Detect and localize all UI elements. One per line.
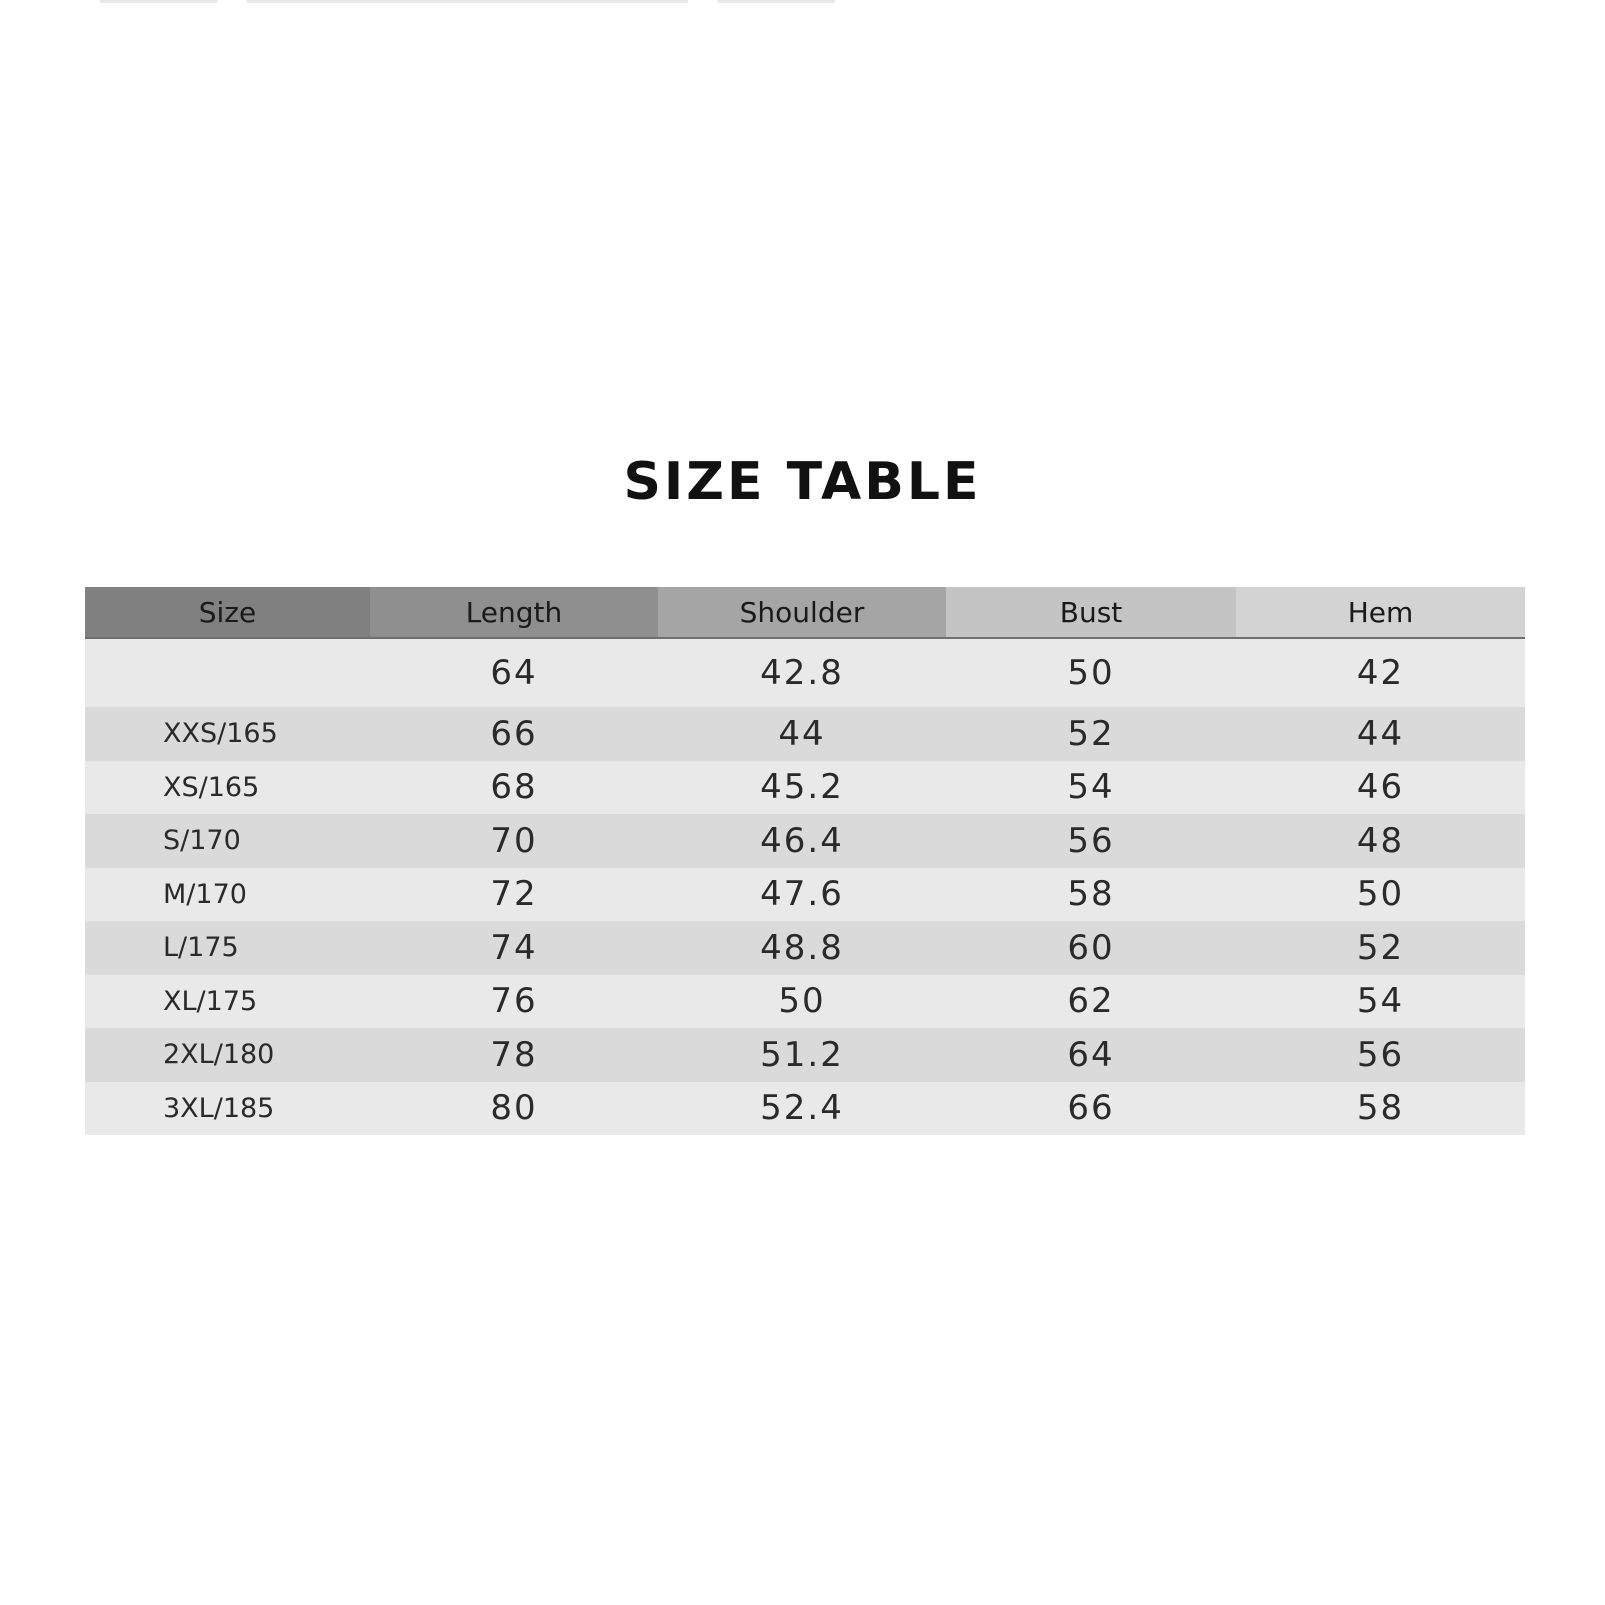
length-cell: 66 [490,713,538,754]
table-row [85,707,1525,761]
length-cell: 76 [490,981,538,1022]
bust-cell: 60 [1067,927,1115,968]
size-cell: L/175 [163,932,239,964]
shoulder-cell: 42.8 [760,653,844,693]
header-shoulder: Shoulder [658,587,946,637]
table-row [85,761,1525,815]
table-row [85,814,1525,868]
size-cell: S/170 [163,825,241,857]
size-table [85,587,1525,1135]
table-row [85,921,1525,975]
shoulder-cell: 50 [778,981,826,1022]
hem-cell: 58 [1356,1088,1405,1129]
bust-cell: 54 [1067,767,1115,808]
bust-cell: 66 [1067,1088,1115,1129]
table-row [85,975,1525,1029]
header-length: Length [370,587,658,637]
size-cell: XL/175 [163,985,258,1017]
hem-cell: 54 [1356,981,1405,1022]
shoulder-cell: 52.4 [760,1088,844,1129]
hem-cell: 46 [1356,767,1405,808]
length-cell: 78 [490,1034,538,1075]
bust-cell: 56 [1067,820,1115,861]
shoulder-cell: 46.4 [760,820,844,861]
size-cell: XXS/165 [163,718,278,750]
header-bust: Bust [946,587,1236,637]
table-body [85,639,1525,1135]
header-size: Size [85,587,370,637]
top-edge-strip [100,0,1080,3]
hem-cell: 48 [1356,820,1405,861]
bust-cell: 52 [1067,713,1115,754]
length-cell: 64 [490,653,538,693]
page-title: SIZE TABLE [623,452,982,512]
size-cell: M/170 [163,878,247,910]
table-row [85,1028,1525,1082]
length-cell: 68 [490,767,538,808]
length-cell: 80 [490,1088,538,1129]
shoulder-cell: 45.2 [760,767,844,808]
shoulder-cell: 51.2 [760,1034,844,1075]
size-cell: XS/165 [163,771,260,803]
bust-cell: 50 [1067,653,1115,693]
bust-cell: 58 [1067,874,1115,915]
hem-cell: 42 [1356,653,1405,693]
hem-cell: 56 [1356,1034,1405,1075]
length-cell: 72 [490,874,538,915]
size-cell: 3XL/185 [163,1092,275,1124]
table-row [85,639,1525,707]
shoulder-cell: 47.6 [760,874,844,915]
bust-cell: 62 [1067,981,1115,1022]
length-cell: 74 [490,927,538,968]
header-hem: Hem [1236,587,1525,637]
table-row [85,868,1525,922]
hem-cell: 50 [1356,874,1405,915]
table-row [85,1082,1525,1136]
bust-cell: 64 [1067,1034,1115,1075]
table-header-row [85,587,1525,639]
shoulder-cell: 48.8 [760,927,844,968]
shoulder-cell: 44 [778,713,826,754]
hem-cell: 44 [1356,713,1405,754]
size-cell: 2XL/180 [163,1039,275,1071]
hem-cell: 52 [1356,927,1405,968]
length-cell: 70 [490,820,538,861]
